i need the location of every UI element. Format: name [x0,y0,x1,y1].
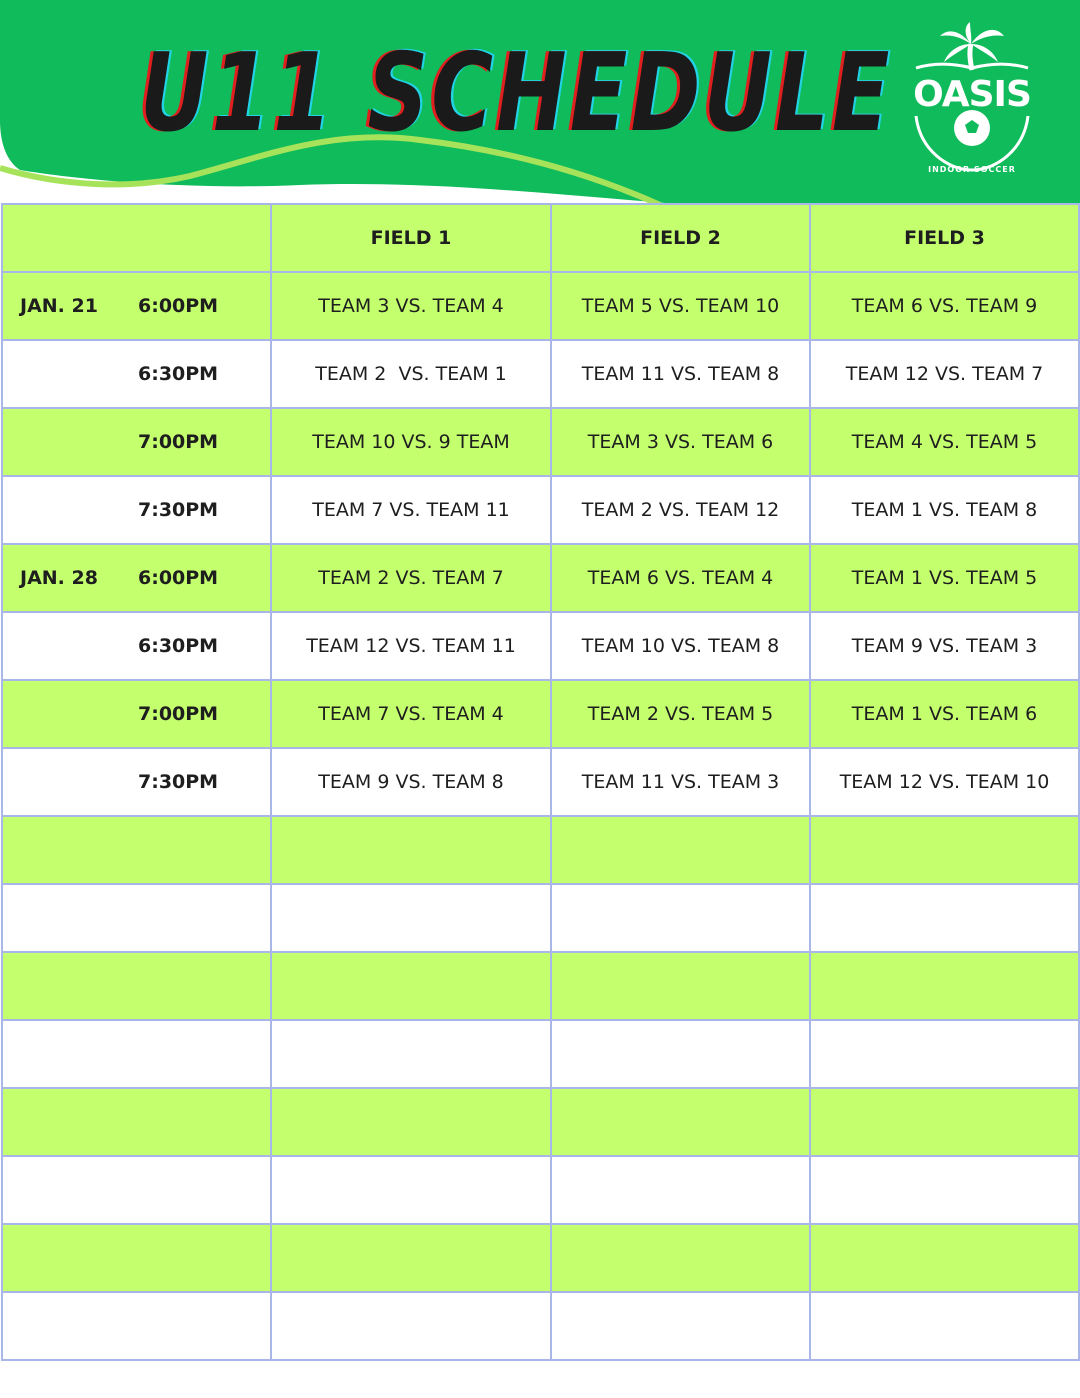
match-cell-field-3 [810,1224,1079,1292]
date-time-cell [2,272,271,340]
match-cell-field-1 [271,816,551,884]
column-header-blank [2,204,271,272]
match-cell-field-1: TEAM 2 VS. TEAM 7 [271,544,551,612]
match-cell-field-1: TEAM 12 VS. TEAM 11 [271,612,551,680]
date-label: JAN. 28 [20,567,98,589]
table-row [2,952,1079,1020]
match-cell-field-3: TEAM 12 VS. TEAM 7 [810,340,1079,408]
table-row [2,272,1079,340]
match-cell-field-1: TEAM 7 VS. TEAM 4 [271,680,551,748]
schedule-table [1,203,1080,1361]
date-time-cell [2,1292,271,1360]
date-time-cell [2,1088,271,1156]
column-header-field-3: FIELD 3 [810,204,1079,272]
match-cell-field-2: TEAM 3 VS. TEAM 6 [551,408,810,476]
match-cell-field-2 [551,884,810,952]
date-time-cell [2,816,271,884]
match-cell-field-2 [551,952,810,1020]
logo-tagline: INDOOR SOCCER [928,165,1016,174]
match-cell-field-1: TEAM 10 VS. 9 TEAM [271,408,551,476]
match-cell-field-2: TEAM 2 VS. TEAM 5 [551,680,810,748]
date-time-cell [2,476,271,544]
match-cell-field-3 [810,952,1079,1020]
match-cell-field-2 [551,1088,810,1156]
date-time-cell [2,1224,271,1292]
match-cell-field-3: TEAM 12 VS. TEAM 10 [810,748,1079,816]
match-cell-field-3: TEAM 1 VS. TEAM 5 [810,544,1079,612]
match-cell-field-3 [810,1020,1079,1088]
date-time-cell [2,340,271,408]
column-header-field-2: FIELD 2 [551,204,810,272]
date-label: JAN. 21 [20,295,98,317]
match-cell-field-3: TEAM 9 VS. TEAM 3 [810,612,1079,680]
table-row [2,1088,1079,1156]
time-label: 6:30PM [138,363,219,385]
match-cell-field-3 [810,1156,1079,1224]
match-cell-field-3 [810,816,1079,884]
date-time-cell [2,408,271,476]
date-time-cell [2,1020,271,1088]
table-header-row [2,204,1079,272]
match-cell-field-2: TEAM 5 VS. TEAM 10 [551,272,810,340]
logo-wordmark: OASIS [913,74,1031,115]
date-time-cell [2,612,271,680]
match-cell-field-1: TEAM 7 VS. TEAM 11 [271,476,551,544]
table-row [2,884,1079,952]
date-time-cell [2,952,271,1020]
match-cell-field-1 [271,1292,551,1360]
date-time-cell [2,680,271,748]
match-cell-field-1: TEAM 9 VS. TEAM 8 [271,748,551,816]
table-row [2,340,1079,408]
match-cell-field-2 [551,1292,810,1360]
match-cell-field-2 [551,1156,810,1224]
table-row [2,816,1079,884]
match-cell-field-2: TEAM 11 VS. TEAM 8 [551,340,810,408]
match-cell-field-2 [551,816,810,884]
table-row [2,408,1079,476]
match-cell-field-1 [271,952,551,1020]
table-row [2,1224,1079,1292]
time-label: 7:30PM [138,771,219,793]
date-time-cell [2,1156,271,1224]
column-header-field-1: FIELD 1 [271,204,551,272]
match-cell-field-3 [810,884,1079,952]
match-cell-field-2: TEAM 6 VS. TEAM 4 [551,544,810,612]
match-cell-field-2 [551,1020,810,1088]
match-cell-field-1 [271,1224,551,1292]
match-cell-field-3: TEAM 4 VS. TEAM 5 [810,408,1079,476]
table-row [2,612,1079,680]
date-time-cell [2,748,271,816]
table-row [2,1292,1079,1360]
match-cell-field-1 [271,1156,551,1224]
time-label: 6:30PM [138,635,219,657]
time-label: 6:00PM [138,567,219,589]
match-cell-field-1 [271,1088,551,1156]
match-cell-field-1: TEAM 3 VS. TEAM 4 [271,272,551,340]
match-cell-field-3 [810,1292,1079,1360]
page-title: U11 SCHEDULE [140,31,893,156]
time-label: 7:00PM [138,703,219,725]
match-cell-field-2 [551,1224,810,1292]
time-label: 7:30PM [138,499,219,521]
table-row [2,476,1079,544]
match-cell-field-2: TEAM 2 VS. TEAM 12 [551,476,810,544]
table-row [2,544,1079,612]
table-row [2,1020,1079,1088]
match-cell-field-3: TEAM 1 VS. TEAM 6 [810,680,1079,748]
table-row [2,1156,1079,1224]
date-time-cell [2,884,271,952]
date-time-cell [2,544,271,612]
table-row [2,748,1079,816]
oasis-logo [908,22,1036,172]
time-label: 7:00PM [138,431,219,453]
time-label: 6:00PM [138,295,219,317]
match-cell-field-3: TEAM 1 VS. TEAM 8 [810,476,1079,544]
header-banner [0,0,1080,210]
match-cell-field-3: TEAM 6 VS. TEAM 9 [810,272,1079,340]
match-cell-field-2: TEAM 10 VS. TEAM 8 [551,612,810,680]
table-row [2,680,1079,748]
match-cell-field-1 [271,884,551,952]
match-cell-field-1: TEAM 2 VS. TEAM 1 [271,340,551,408]
match-cell-field-3 [810,1088,1079,1156]
match-cell-field-1 [271,1020,551,1088]
match-cell-field-2: TEAM 11 VS. TEAM 3 [551,748,810,816]
